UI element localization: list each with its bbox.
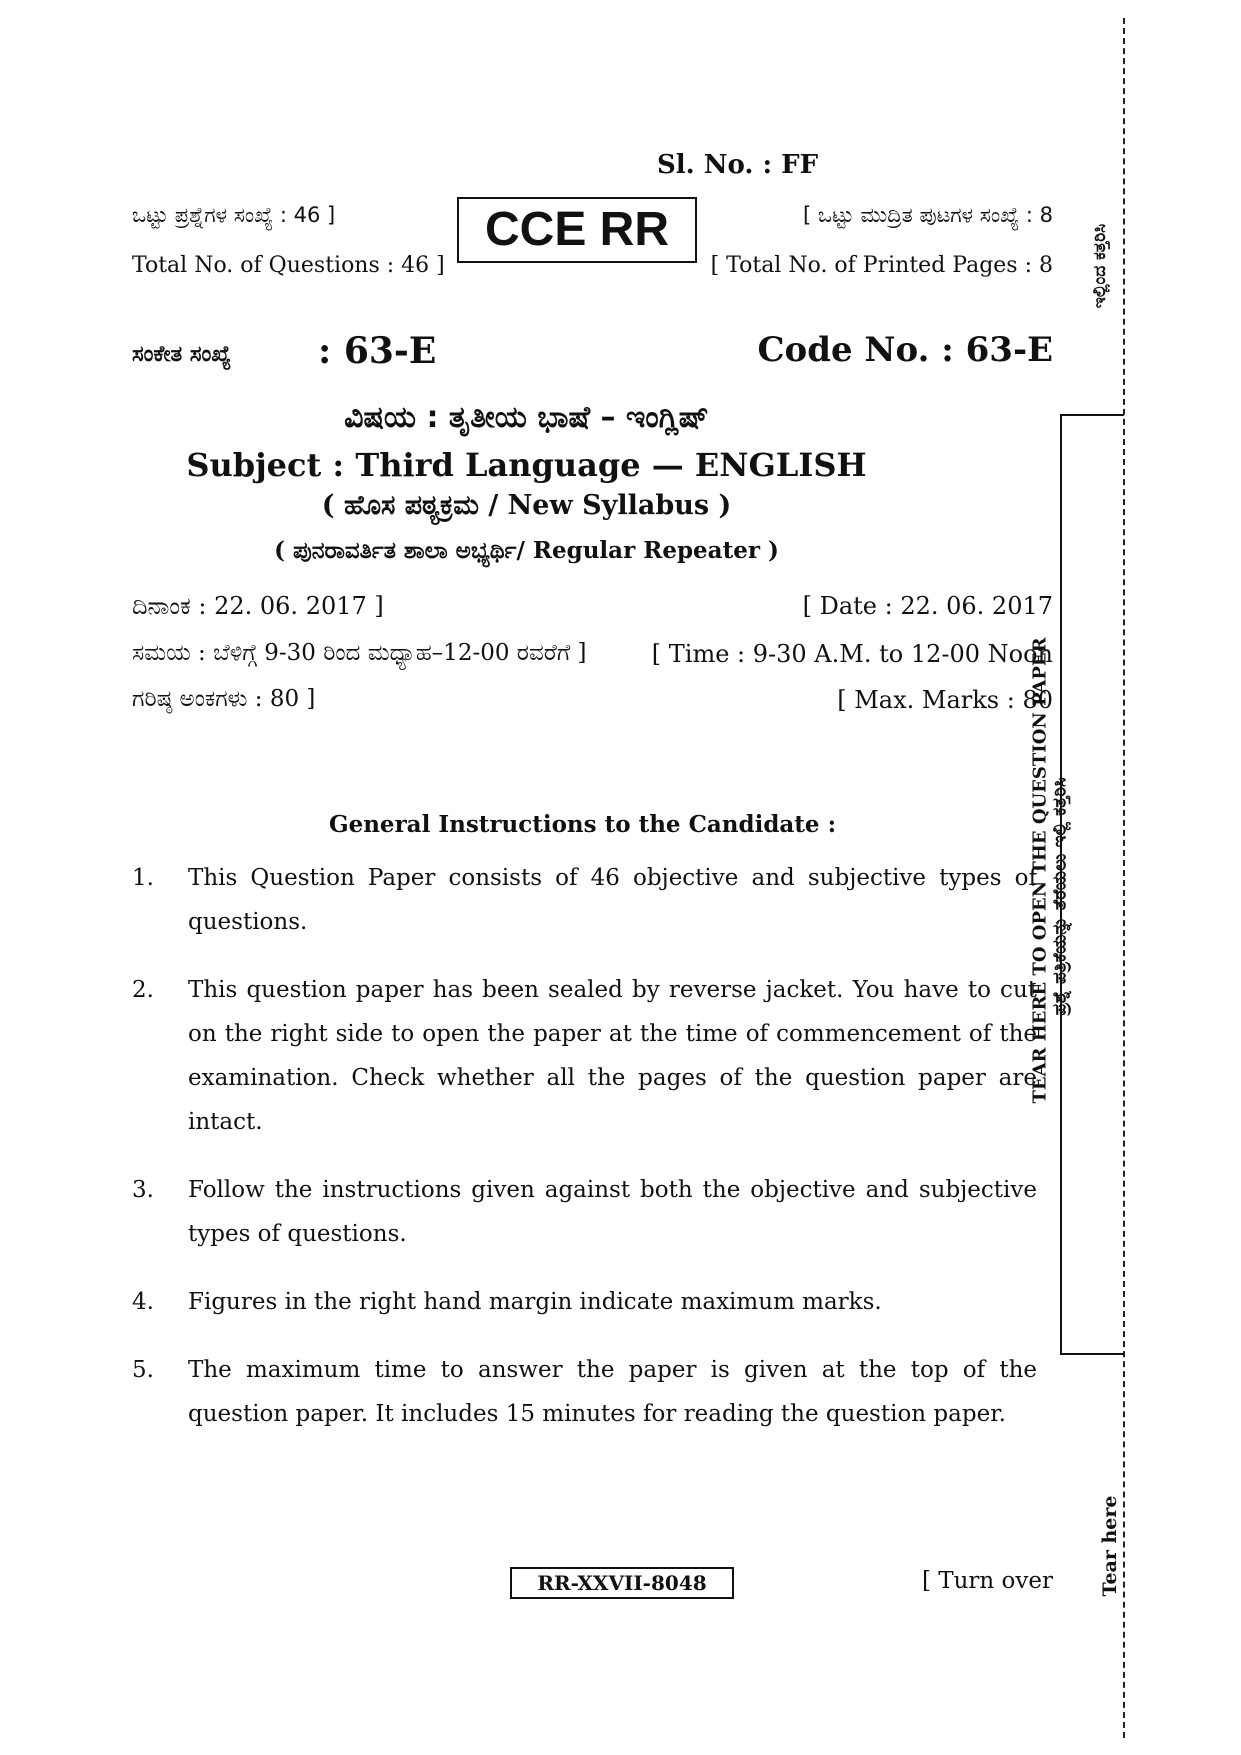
- max-marks: [ Max. Marks : 80: [837, 686, 1053, 714]
- instruction-text: Figures in the right hand margin indicate maximum marks.: [188, 1289, 882, 1315]
- code-label-kannada: ಸಂಕೇತ ಸಂಖ್ಯೆ: [132, 342, 232, 367]
- instruction-number: 2.: [132, 977, 154, 1003]
- total-questions-kannada: ಒಟ್ಟು ಪ್ರಶ್ನೆಗಳ ಸಂಖ್ಯೆ : 46 ]: [132, 203, 336, 227]
- subject-title: Subject : Third Language — ENGLISH: [186, 446, 867, 484]
- turn-over-note: [ Turn over: [921, 1568, 1053, 1594]
- serial-number: Sl. No. : FF: [657, 150, 819, 180]
- time-kannada: ಸಮಯ : ಬೆಳಿಗ್ಗೆ 9-30 ರಿಂದ ಮಧ್ಯಾಹ–12-00 ರವರೆಗೆ ]: [132, 640, 587, 666]
- instruction-number: 1.: [132, 865, 154, 891]
- max-marks-kannada: ಗರಿಷ್ಠ ಅಂಕಗಳು : 80 ]: [132, 686, 316, 712]
- exam-time: [ Time : 9-30 A.M. to 12-00 Noon: [651, 640, 1053, 668]
- code-number: Code No. : 63-E: [757, 330, 1053, 370]
- instruction-number: 3.: [132, 1177, 154, 1203]
- printed-pages-kannada: [ ಒಟ್ಟು ಮುದ್ರಿತ ಪುಟಗಳ ಸಂಖ್ಯೆ : 8: [802, 203, 1053, 227]
- tear-instruction-kannada: ಪ್ರಶ್ನೆ ಪತ್ರಿಕೆಯನ್ನು ತೆರೆಯಲು ಇಲ್ಲಿ ಕತ್ತರಿಸಿ: [1049, 777, 1071, 1016]
- code-value-kannada: : 63-E: [318, 330, 437, 372]
- total-questions: Total No. of Questions : 46 ]: [132, 253, 445, 278]
- exam-date: [ Date : 22. 06. 2017: [802, 592, 1053, 620]
- subject-kannada: ವಿಷಯ : ತೃತೀಯ ಭಾಷೆ – ಇಂಗ್ಲಿಷ್: [344, 400, 709, 435]
- instruction-number: 4.: [132, 1289, 154, 1315]
- instruction-text: Follow the instructions given against both the objective and subjective types of questions.: [188, 1177, 1037, 1247]
- printed-pages: [ Total No. of Printed Pages : 8: [710, 253, 1053, 278]
- tear-label-kannada-top: ಇಲ್ಲಿಂದ ಕತ್ತರಿಸಿ: [1090, 223, 1110, 309]
- instruction-text: This question paper has been sealed by reverse jacket. You have to cut on the right side to open the paper at the time of commencement of the examination. Check whether all the pages of the question paper are intact.: [188, 977, 1037, 1135]
- instructions-title: General Instructions to the Candidate :: [328, 811, 837, 838]
- exam-tag-box: CCE RR: [457, 197, 697, 263]
- date-kannada: ದಿನಾಂಕ : 22. 06. 2017 ]: [132, 592, 384, 620]
- instruction-text: This Question Paper consists of 46 objective and subjective types of questions.: [188, 865, 1037, 935]
- paper-code-box: RR-XXVII-8048: [510, 1567, 734, 1599]
- tear-here-label: Tear here: [1099, 1495, 1121, 1597]
- syllabus-note: ( ಹೊಸ ಪಠ್ಯಕ್ರಮ / New Syllabus ): [321, 490, 732, 521]
- instruction-number: 5.: [132, 1357, 154, 1383]
- candidate-type: ( ಪುನರಾವರ್ತಿತ ಶಾಲಾ ಅಭ್ಯರ್ಥಿ/ Regular Repeater ): [274, 537, 779, 564]
- tear-instruction-text: TEAR HERE TO OPEN THE QUESTION PAPER: [1029, 637, 1051, 1104]
- instruction-text: The maximum time to answer the paper is given at the top of the question paper. It includes 15 minutes for reading the question paper.: [188, 1357, 1037, 1427]
